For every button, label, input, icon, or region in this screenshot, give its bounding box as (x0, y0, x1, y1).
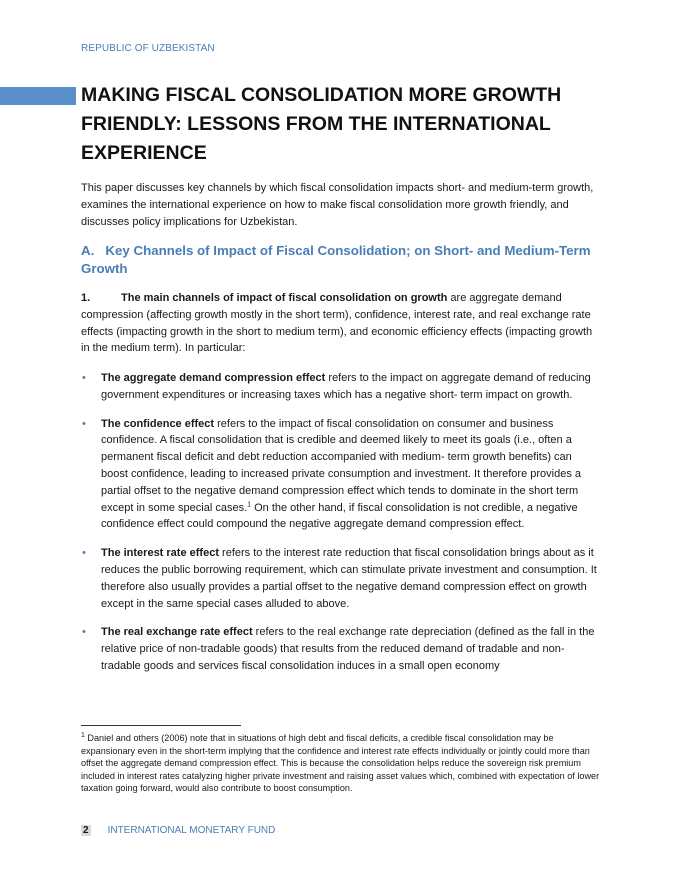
effects-list (81, 370, 601, 687)
footnote (81, 732, 601, 795)
bullet-text: refers to the impact of fiscal consolidation on consumer and business confidence. A fiscal consolidation that is credible and deemed likely to meet its goals (i.e., often a permanent fiscal deficit and debt reduction accompanied with medium- term growth benefits) can boost confidence, leading to increased private consumption and investment. It therefore provides a partial offset to the negative demand compression effect which tends to dominate in the short term except in some special cases. (101, 417, 582, 514)
section-heading (81, 242, 611, 277)
footer-org: INTERNATIONAL MONETARY FUND (107, 825, 276, 836)
bullet-icon: • (82, 547, 86, 560)
list-item (81, 416, 601, 534)
list-item (81, 624, 601, 674)
bullet-lead: The real exchange rate effect (101, 626, 253, 639)
document-title: MAKING FISCAL CONSOLIDATION MORE GROWTH FRIENDLY: LESSONS FROM THE INTERNATIONAL EXPERIENCE (81, 84, 562, 164)
section-letter: A. (81, 243, 95, 258)
title-accent-bar (0, 87, 76, 105)
page-footer (81, 825, 275, 836)
bullet-lead: The interest rate effect (101, 547, 219, 560)
bullet-text: refers to the interest rate reduction that fiscal consolidation brings about as it reduces the public borrowing requirement, which can stimulate private investment and consumption. It therefore also usually provides a partial offset to the negative demand compression effect on growth except in the same special cases alluded to above. (101, 547, 597, 610)
list-item (81, 545, 601, 612)
list-item (81, 370, 601, 404)
bullet-icon: • (82, 372, 86, 384)
bullet-lead: The confidence effect (101, 417, 215, 430)
footnote-mark: 1 (81, 731, 85, 739)
section-heading-text: Key Channels of Impact of Fiscal Consolidation; on Short- and Medium-Term Growth (81, 243, 591, 276)
footnote-ref[interactable]: 1 (247, 500, 252, 508)
bullet-lead: The aggregate demand compression effect (101, 372, 326, 384)
bullet-text: refers to the real exchange rate depreciation (defined as the fall in the relative price of non-tradable goods) that results from the reduced demand of tradable and non-tradable goods and services fiscal consolidation induces in a small open economy (101, 626, 595, 672)
intro-paragraph: This paper discusses key channels by which fiscal consolidation impacts short- and medium-term growth, examines the international experience on how to make fiscal consolidation more growth friendly, and discusses policy implications for Uzbekistan. (81, 182, 594, 228)
bullet-icon: • (82, 417, 86, 430)
footnote-text: Daniel and others (2006) note that in situations of high debt and fiscal deficits, a credible fiscal consolidation may be expansionary even in the short-term implying that the confidence and interest rate effects individually or jointly could more than offset the aggregate demand compression effect. This is because the consolidation helps reduce the sovereign risk premium included in interest rates catalyzing higher private investment and raising asset values which, combined with expectation of lower taxation going forward, would also contribute to boost consumption. (81, 733, 600, 793)
paragraph-1 (81, 290, 601, 357)
bullet-icon: • (82, 626, 86, 639)
paragraph-text: are aggregate demand compression (affecting growth mostly in the short term), confidence, interest rate, and real exchange rate effects (impacting growth in the short to medium term), and economic efficiency effects (impacting growth in the medium term). In particular: (81, 292, 593, 355)
bullet-text: refers to the impact on aggregate demand of reducing government expenditures or increasing taxes which has a negative short- term impact on growth. (101, 372, 591, 401)
footnote-divider (81, 725, 241, 726)
paragraph-number: 1. (81, 292, 91, 304)
running-header: REPUBLIC OF UZBEKISTAN (81, 43, 215, 54)
page-number: 2 (83, 825, 89, 836)
paragraph-lead: The main channels of impact of fiscal consolidation on growth (121, 292, 448, 304)
bullet-text-continued: On the other hand, if fiscal consolidation is not credible, a negative confidence effect could compound the negative aggregate demand compression effect. (101, 501, 578, 531)
